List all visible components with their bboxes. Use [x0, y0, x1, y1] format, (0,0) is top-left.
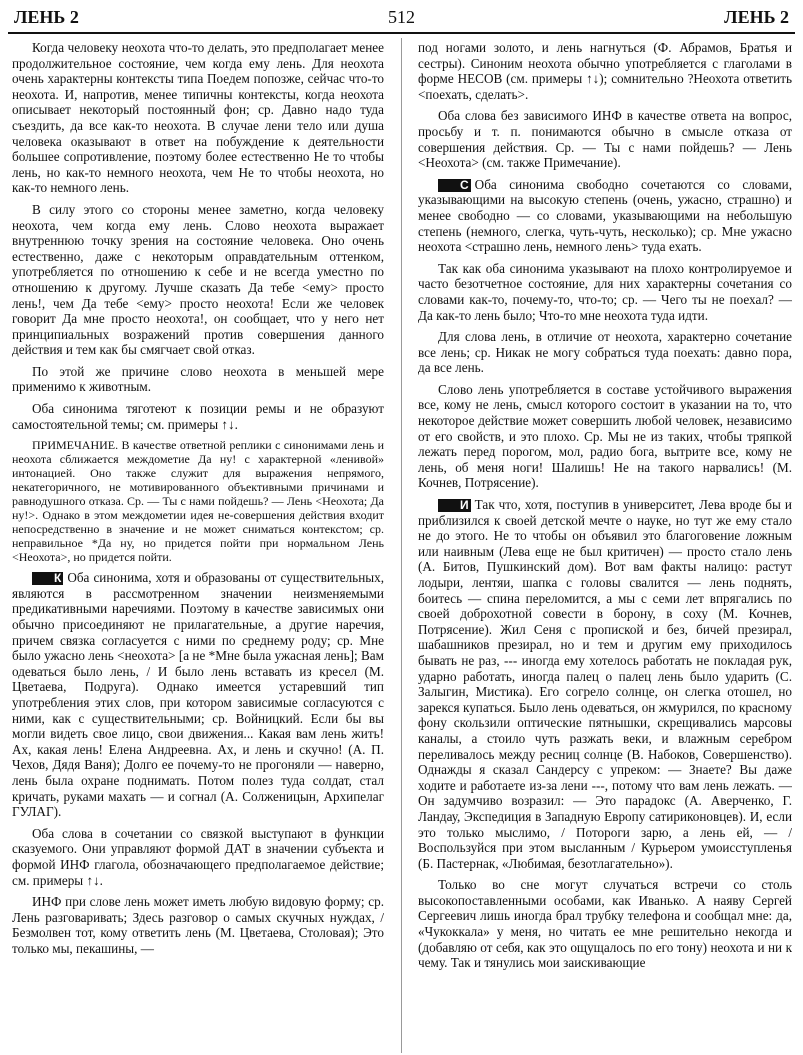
section-mark-k: К	[32, 572, 63, 585]
paragraph-text: Оба синонима, хотя и образованы от существительных, являются в рассмотренном значении неизменяемыми предикативными наречиями. Поэтому в качестве зависимых они обычно присоединяют не прилагательные, а другие наречия, причем связка согласуется с ними по среднему роду; ср. Мне было ужасно лень <неохота> [а не *Мне была ужасная лень]; Вам одеваться было лень, / И было лень вставать из кресел (М. Цветаева, Подруга). Однако имеется устаревший тип употребления этих слов, при котором зависимые согласуются с ними, как с существительными; ср. Войницкий. Если бы вы могли видеть свое лицо, свои движения... Какая вам лень жить! Ах, какая лень! Елена Андреевна. Ах, и лень и скучно! (А. П. Чехов, Дядя Ваня); Долго ее почему-то не прогоняли — наверно, лень была охране поднимать. Потом полез туда солдат, стал кричать, руками махать — и согнал (А. Солженицын, Архипелаг ГУЛАГ).	[12, 570, 384, 820]
column-divider	[401, 38, 402, 1053]
right-column	[418, 40, 792, 1051]
running-head-right: ЛЕНЬ 2	[724, 7, 789, 27]
paragraph: Оба слова в сочетании со связкой выступают в функции сказуемого. Они управляют формой ДАТ в значении субъекта и формой ИНФ глагола, обозначающего предполагаемое действие; см. примеры ↑↓.	[12, 825, 384, 888]
paragraph: Только во сне могут случаться встречи со столь высокопоставленными особами, как Иванько. А наяву Сергей Сергеевич лишь иногда брал трубку телефона и сообщал мне: да, «Чукоккала» у меня, но читать ее мне решительно некогда и (добавляю от себя, как это ощущалось по его тону) неохота и ни к чему. Так и тянулись мои заискивающие	[418, 877, 792, 971]
note-paragraph: ПРИМЕЧАНИЕ. В качестве ответной реплики с синонимами лень и неохота сближается междометие Да ну! с характерной «ленивой» интонацией. Оно также служит для выражения непрямого, некатегоричного, не мотивированного объективными причинами и равнодушного отказа. Ср. — Ты с нами пойдешь? — Лень <Неохота; Да ну!>. Однако в этом междометии идея не-совершения действия входит непосредственно в значение и не может сниматься контекстом; ср. неправильное *Да ну, но придется пойти при нормальном Лень <Неохота>, но придется пойти.	[12, 438, 384, 565]
paragraph: В силу этого со стороны менее заметно, когда человеку неохота, чем когда ему лень. Слово неохота выражает внутреннюю точку зрения на состояние человека. Оно очень естественно, даже с некоторым оправдательным оттенком, употребляется по отношению к себе и не всегда уместно по отношению к другому. Лучше сказать Да тебе <ему> просто лень!, чем Да тебе <ему> просто неохота! Если же человек говорит Да мне просто неохота!, он сообщает, что у него нет принципиальных возражений против совершения данного действия и тем как бы смягчает свой отказ.	[12, 201, 384, 358]
paragraph: ИНФ при слове лень может иметь любую видовую форму; ср. Лень разговаривать; Здесь разговор о самых скучных нуждах, / Безмолвен тот, кому ответить лень (М. Цветаева, Столовая); Это только мы, пекашины, —	[12, 894, 384, 956]
paragraph: Так как оба синонима указывают на плохо контролируемое и часто безотчетное состояние, для них характерны сочетания со словами как-то, почему-то, что-то; ср. — Чего ты не поехал? — Да как-то лень было; Что-то мне неохота туда идти.	[418, 260, 792, 323]
left-column	[12, 40, 384, 1051]
paragraph: По этой же причине слово неохота в меньшей мере применимо к животным.	[12, 363, 384, 395]
page-header	[8, 4, 795, 34]
paragraph-i	[418, 497, 792, 871]
paragraph-text: Оба синонима свободно сочетаются со словами, указывающими на высокую степень (очень, ужасно, страшно) и менее свободно — со словами, указывающими на небольшую степень (немного, слегка, чуть-чуть, несколько); ср. Мне ужасно неохота <страшно лень, немного лень> туда ехать.	[418, 176, 792, 255]
page-number: 512	[388, 7, 415, 27]
section-mark-i: И	[438, 499, 471, 512]
paragraph: Оба слова без зависимого ИНФ в качестве ответа на вопрос, просьбу и т. п. понимаются обычно в смысле отказа от совершения действия. Ср. — Ты с нами пойдешь? — Лень <Неохота> (см. также Примечание).	[418, 108, 792, 171]
section-mark-s: С	[438, 179, 471, 192]
paragraph: Оба синонима тяготеют к позиции ремы и не образуют самостоятельной темы; см. примеры ↑↓.	[12, 401, 384, 432]
paragraph-text: Так что, хотя, поступив в университет, Лева вроде бы и приблизился к своей детской мечте о науке, но тут же ему стало не до этого. Не то чтобы он объявил это благоговение ложным или наивным (Лева еще не был критичен) — просто стало лень (А. Битов, Пушкинский дом). Вот вам факты налицо: растут лодыри, лентяи, шапка с головы свалится — лень поднять, боитесь — спина переломится, а мы с семи лет впрягались по своей доброхотной совести в борону, в соху (М. Кочнев, Потрясение). Жил Сеня с пропиской и без, бичей презирал, шабашников презирал, но и тем и другим ему приходилось бывать не раз, --- иногда ему хотелось работать не покладая рук, ударно работать, иногда палец о палец лень было ударить (С. Залыгин, Мистика). Его согрело солнце, он слегка отошел, но зарекся купаться. Было лень одеваться, он жмурился, по красному фону скользили оптические пятнышки, скрещивались марсовы каналы, а стоило чуть разжать веки, и влажным серебром переливалось между ресниц солнце (В. Набоков, Совершенство). Однажды я сказал Сандерсу с упреком: — Знаете? Вы даже ходите и работаете из-за лени ---, потому что вам лень лежать. — Он задумчиво возразил: — Это парадокс (А. Аверченко, Г. Ландау, Экспедиция в Западную Европу сатириконовцев). И, если это только мыслимо, / Потороги зарю, а лень ей, — / Воспользуйся при этом высланным / Курьером умоисступленья (Б. Пастернак, «Любимая, безотлагательно»).	[418, 497, 792, 871]
paragraph: под ногами золото, и лень нагнуться (Ф. Абрамов, Братья и сестры). Синоним неохота обычно употребляется с глаголами в форме НЕСОВ (см. примеры ↑↓); сомнительно ?Неохота ответить <поехать, сделать>.	[418, 40, 792, 102]
paragraph-k	[12, 570, 384, 820]
running-head-left: ЛЕНЬ 2	[14, 7, 79, 27]
paragraph-s	[418, 177, 792, 255]
paragraph: Когда человеку неохота что-то делать, это предполагает менее продолжительное состояние, чем когда ему лень. Для неохота очень характерны контексты типа Поедем попозже, сейчас что-то неохота. И, напротив, менее типичны контексты, когда неохота описывает некоторый постоянный фон; ср. Давно надо туда съездить, да все как-то неохота. В случае лени тело или душа человека оказывают в ответ на побуждение к деятельности большее сопротивление, поэтому более естественно Не то чтобы лень, но как-то немного неохота, чем Не то чтобы неохота, но как-то немного лень.	[12, 40, 384, 196]
paragraph: Слово лень употребляется в составе устойчивого выражения все, кому не лень, смысл которого состоит в указании на то, что некоторое действие может совершить любой человек, независимо от его свойств, и это плохо. Ср. Мы не из таких, чтобы тряпкой лежать перед порогом, мол, радио бога, вытрите все, кому не лень, об меня ноги! Шалишь! Не на такого нарвались! (М. Кочнев, Потрясение).	[418, 381, 792, 491]
paragraph: Для слова лень, в отличие от неохота, характерно сочетание все лень; ср. Никак не могу собраться туда поехать: давно пора, да все лень.	[418, 329, 792, 376]
